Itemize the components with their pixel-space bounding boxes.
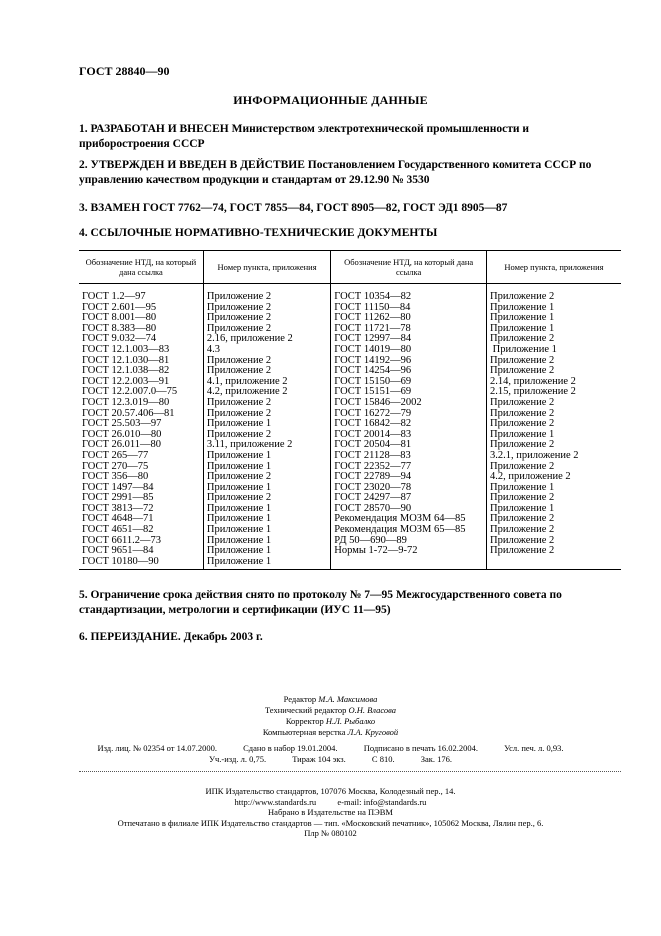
table-cell: Приложение 2 xyxy=(487,462,622,473)
table-cell: ГОСТ 23020—78 xyxy=(331,483,487,494)
table-cell: Рекомендация МОЗМ 64—85 xyxy=(331,514,487,525)
table-cell: Приложение 1 xyxy=(487,504,622,515)
table-cell: ГОСТ 22352—77 xyxy=(331,462,487,473)
table-cell: ГОСТ 16272—79 xyxy=(331,409,487,420)
table-cell: ГОСТ 3813—72 xyxy=(82,502,154,514)
table-cell: 4.3 xyxy=(203,345,330,356)
table-cell: ГОСТ 28570—90 xyxy=(331,504,487,515)
table-cell: ГОСТ 265—77 xyxy=(82,449,149,461)
table-cell: ГОСТ 12.1.030—81 xyxy=(82,354,170,366)
table-cell: Приложение 1 xyxy=(203,462,330,473)
table-cell: ГОСТ 9651—84 xyxy=(82,545,154,557)
credit-name: М.А. Максимова xyxy=(318,694,378,704)
table-cell: Рекомендация МОЗМ 65—85 xyxy=(331,525,487,536)
reference-documents-table xyxy=(79,250,621,570)
item-text: Министерством электротехнической промышленности и приборостроения СССР xyxy=(79,123,530,150)
table-cell: ГОСТ 20504—81 xyxy=(331,440,487,451)
table-cell: Приложение 2 xyxy=(203,313,330,324)
table-cell: 3.11, приложение 2 xyxy=(203,440,330,451)
table-cell: 4.2, приложение 2 xyxy=(487,472,622,483)
publishing-field: Подписано в печать 16.02.2004. xyxy=(363,743,478,753)
table-cell: ГОСТ 12.3.019—80 xyxy=(82,396,170,408)
table-cell: ГОСТ 8.001—80 xyxy=(82,312,157,324)
imprint-line: http://www.standards.ru e-mail: info@standards.ru xyxy=(234,796,427,807)
table-cell: ГОСТ 1.2—97 xyxy=(82,291,146,302)
table-cell: Приложение 2 xyxy=(487,409,622,420)
table-cell: ГОСТ 2.601—95 xyxy=(82,301,157,313)
table-cell: Приложение 1 xyxy=(487,345,622,356)
table-cell: Приложение 2 xyxy=(203,284,330,303)
item-number: 3. xyxy=(79,202,88,214)
table-cell: Приложение 2 xyxy=(487,284,622,303)
table-cell: Приложение 2 xyxy=(203,398,330,409)
table-cell: Приложение 2 xyxy=(487,356,622,367)
table-cell: 4.2, приложение 2 xyxy=(203,387,330,398)
table-cell: 4.1, приложение 2 xyxy=(203,377,330,388)
info-item-1 xyxy=(79,122,619,152)
table-header-cell: Обозначение НТД, на который дана ссылка xyxy=(79,251,203,284)
table-cell: Приложение 2 xyxy=(487,525,622,536)
table-cell: ГОСТ 8.383—80 xyxy=(82,322,157,334)
table-cell: ГОСТ 4648—71 xyxy=(82,513,154,525)
table-cell: ГОСТ 4651—82 xyxy=(82,524,154,536)
table-row xyxy=(79,546,621,557)
credit-label: Корректор xyxy=(285,716,326,726)
table-cell: ГОСТ 12.2.007.0—75 xyxy=(82,386,178,398)
imprint-line: Набрано в Издательстве на ПЭВМ xyxy=(268,807,393,817)
table-cell: ГОСТ 14254—96 xyxy=(331,366,487,377)
publishing-field: С 810. xyxy=(371,754,395,764)
publishing-line-1 xyxy=(0,743,661,754)
table-cell: ГОСТ 12.1.038—82 xyxy=(82,365,170,377)
item-heading: УТВЕРЖДЕН И ВВЕДЕН В ДЕЙСТВИЕ xyxy=(90,159,305,171)
table-cell: Приложение 2 xyxy=(203,472,330,483)
table-cell: ГОСТ 12997—84 xyxy=(331,334,487,345)
table-cell: ГОСТ 15150—69 xyxy=(331,377,487,388)
table-header-row xyxy=(79,251,621,284)
table-cell: ГОСТ 26.011—80 xyxy=(82,439,162,451)
table-cell xyxy=(331,557,487,570)
table-cell: 2.16, приложение 2 xyxy=(203,334,330,345)
table-row xyxy=(79,398,621,409)
table-cell: Приложение 2 xyxy=(203,409,330,420)
imprint-line: Отпечатано в филиале ИПК Издательство стандартов — тип. «Московский печатник», 105062 Москва, Лялин пер., 6. xyxy=(117,817,544,828)
table-cell: ГОСТ 20.57.406—81 xyxy=(82,407,175,419)
table-cell: Приложение 2 xyxy=(487,536,622,547)
table-cell: ГОСТ 26.010—80 xyxy=(82,428,162,440)
table-row xyxy=(79,451,621,462)
table-header-cell: Номер пункта, приложения xyxy=(487,251,622,284)
table-row xyxy=(79,557,621,570)
table-cell: ГОСТ 11721—78 xyxy=(331,324,487,335)
table-cell: ГОСТ 14192—96 xyxy=(331,356,487,367)
credit-name: Л.А. Круговой xyxy=(347,727,399,737)
table-header-cell: Номер пункта, приложения xyxy=(203,251,330,284)
publishing-field: Зак. 176. xyxy=(420,754,452,764)
table-cell: Приложение 1 xyxy=(203,419,330,430)
credit-label: Редактор xyxy=(283,694,319,704)
table-cell: ГОСТ 356—80 xyxy=(82,471,149,483)
credit-line xyxy=(0,694,661,705)
item-number: 2. xyxy=(79,159,88,171)
table-header-cell: Обозначение НТД, на который дана ссылка xyxy=(331,251,487,284)
table-cell: ГОСТ 22789—94 xyxy=(331,472,487,483)
credit-line xyxy=(0,716,661,727)
item-number: 5. xyxy=(79,589,88,601)
table-cell: ГОСТ 11150—84 xyxy=(331,303,487,314)
table-cell: Приложение 1 xyxy=(487,430,622,441)
table-body xyxy=(79,284,621,570)
table-cell: ГОСТ 9.032—74 xyxy=(82,333,157,345)
table-cell: Приложение 2 xyxy=(203,303,330,314)
credit-name: О.Н. Власова xyxy=(348,705,397,715)
table-cell: ГОСТ 20014—83 xyxy=(331,430,487,441)
publishing-field: Уч.-изд. л. 0,75. xyxy=(209,754,267,764)
table-cell: Приложение 2 xyxy=(487,398,622,409)
credit-label: Технический редактор xyxy=(264,705,349,715)
table-cell: ГОСТ 2991—85 xyxy=(82,492,154,504)
table-cell: Приложение 2 xyxy=(203,430,330,441)
item-number: 4. xyxy=(79,227,88,239)
divider xyxy=(79,771,621,772)
table-cell: ГОСТ 270—75 xyxy=(82,460,149,472)
table-cell: Приложение 2 xyxy=(487,514,622,525)
credit-line xyxy=(0,727,661,738)
item-heading: ССЫЛОЧНЫЕ НОРМАТИВНО-ТЕХНИЧЕСКИЕ ДОКУМЕНТЫ xyxy=(90,227,438,239)
table-cell: Приложение 2 xyxy=(487,419,622,430)
table-cell: Приложение 2 xyxy=(487,546,622,557)
publishing-field: Тираж 104 экз. xyxy=(292,754,346,764)
table-cell: Приложение 1 xyxy=(203,504,330,515)
table-cell: ГОСТ 11262—80 xyxy=(331,313,487,324)
table-row xyxy=(79,284,621,303)
table-cell: Приложение 2 xyxy=(203,493,330,504)
table-cell: Приложение 1 xyxy=(487,303,622,314)
info-item-5 xyxy=(79,588,619,618)
table-cell: Приложение 2 xyxy=(487,493,622,504)
imprint-line: ИПК Издательство стандартов, 107076 Москва, Колодезный пер., 14. xyxy=(205,786,456,796)
table-cell: ГОСТ 10180—90 xyxy=(79,557,203,570)
table-row xyxy=(79,345,621,356)
credit-name: Н.Л. Рыбалко xyxy=(325,716,376,726)
publishing-details xyxy=(0,743,661,765)
table-cell: Приложение 1 xyxy=(203,536,330,547)
info-item-6 xyxy=(79,630,619,645)
table-cell: Приложение 2 xyxy=(487,334,622,345)
publishing-field: Сдано в набор 19.01.2004. xyxy=(243,743,338,753)
table-cell: ГОСТ 15846—2002 xyxy=(331,398,487,409)
imprint-line: Плр № 080102 xyxy=(304,828,357,838)
table-cell: 2.15, приложение 2 xyxy=(487,387,622,398)
item-heading: РАЗРАБОТАН И ВНЕСЕН xyxy=(90,123,229,135)
item-heading: ПЕРЕИЗДАНИЕ. Декабрь 2003 г. xyxy=(90,631,263,643)
table-cell: Приложение 2 xyxy=(487,440,622,451)
table-cell: Приложение 1 xyxy=(487,324,622,335)
credit-label: Компьютерная верстка xyxy=(262,727,348,737)
table-cell: ГОСТ 24297—87 xyxy=(331,493,487,504)
publishing-line-2 xyxy=(0,754,661,765)
document-header: ГОСТ 28840—90 xyxy=(79,64,170,78)
info-item-4 xyxy=(79,226,619,241)
table-cell: ГОСТ 14019—80 xyxy=(331,345,487,356)
table-cell: ГОСТ 21128—83 xyxy=(331,451,487,462)
table-cell: Приложение 1 xyxy=(203,525,330,536)
table-cell: Нормы 1-72—9-72 xyxy=(331,546,487,557)
publishing-field: Изд. лиц. № 02354 от 14.07.2000. xyxy=(97,743,217,753)
table-cell: Приложение 1 xyxy=(203,451,330,462)
table-cell: ГОСТ 16842—82 xyxy=(331,419,487,430)
table-cell: Приложение 1 xyxy=(487,313,622,324)
info-item-2 xyxy=(79,158,619,188)
table-cell: ГОСТ 12.2.003—91 xyxy=(82,375,170,387)
table-cell: ГОСТ 25.503—97 xyxy=(82,418,162,430)
table-cell: ГОСТ 10354—82 xyxy=(331,284,487,303)
table-cell: Приложение 1 xyxy=(203,557,330,570)
table-cell: Приложение 2 xyxy=(203,356,330,367)
item-heading: Ограничение срока действия снято по протоколу № 7—95 Межгосударственного совета по стандартизации, метрологии и сертификации (ИУС 11—95) xyxy=(79,589,562,616)
item-text: Постановлением Государственного комитета СССР по управлению качеством продукции и стандартам от 29.12.90 № 3530 xyxy=(79,159,592,186)
table-cell: Приложение 2 xyxy=(203,366,330,377)
table-cell: Приложение 2 xyxy=(203,324,330,335)
table-cell: Приложение 1 xyxy=(203,483,330,494)
publishing-field: Усл. печ. л. 0,93. xyxy=(504,743,564,753)
table-cell: 2.14, приложение 2 xyxy=(487,377,622,388)
info-item-3 xyxy=(79,201,619,216)
editorial-credits xyxy=(0,694,661,738)
table-cell: 3.2.1, приложение 2 xyxy=(487,451,622,462)
table-cell: ГОСТ 12.1.003—83 xyxy=(82,343,170,355)
table-cell: Приложение 1 xyxy=(203,514,330,525)
item-heading: ВЗАМЕН ГОСТ 7762—74, ГОСТ 7855—84, ГОСТ 8905—82, ГОСТ ЭД1 8905—87 xyxy=(90,202,508,214)
table-cell: Приложение 1 xyxy=(203,546,330,557)
credit-line xyxy=(0,705,661,716)
item-number: 1. xyxy=(79,123,88,135)
table-cell: ГОСТ 1497—84 xyxy=(82,481,154,493)
table-cell xyxy=(487,557,622,570)
table-cell: Приложение 2 xyxy=(487,366,622,377)
table-cell: Приложение 1 xyxy=(487,483,622,494)
printer-imprint xyxy=(0,786,661,839)
page-title: ИНФОРМАЦИОННЫЕ ДАННЫЕ xyxy=(233,93,428,107)
table-cell: ГОСТ 15151—69 xyxy=(331,387,487,398)
table-cell: РД 50—690—89 xyxy=(331,536,487,547)
table-cell: ГОСТ 6611.2—73 xyxy=(82,534,162,546)
item-number: 6. xyxy=(79,631,88,643)
